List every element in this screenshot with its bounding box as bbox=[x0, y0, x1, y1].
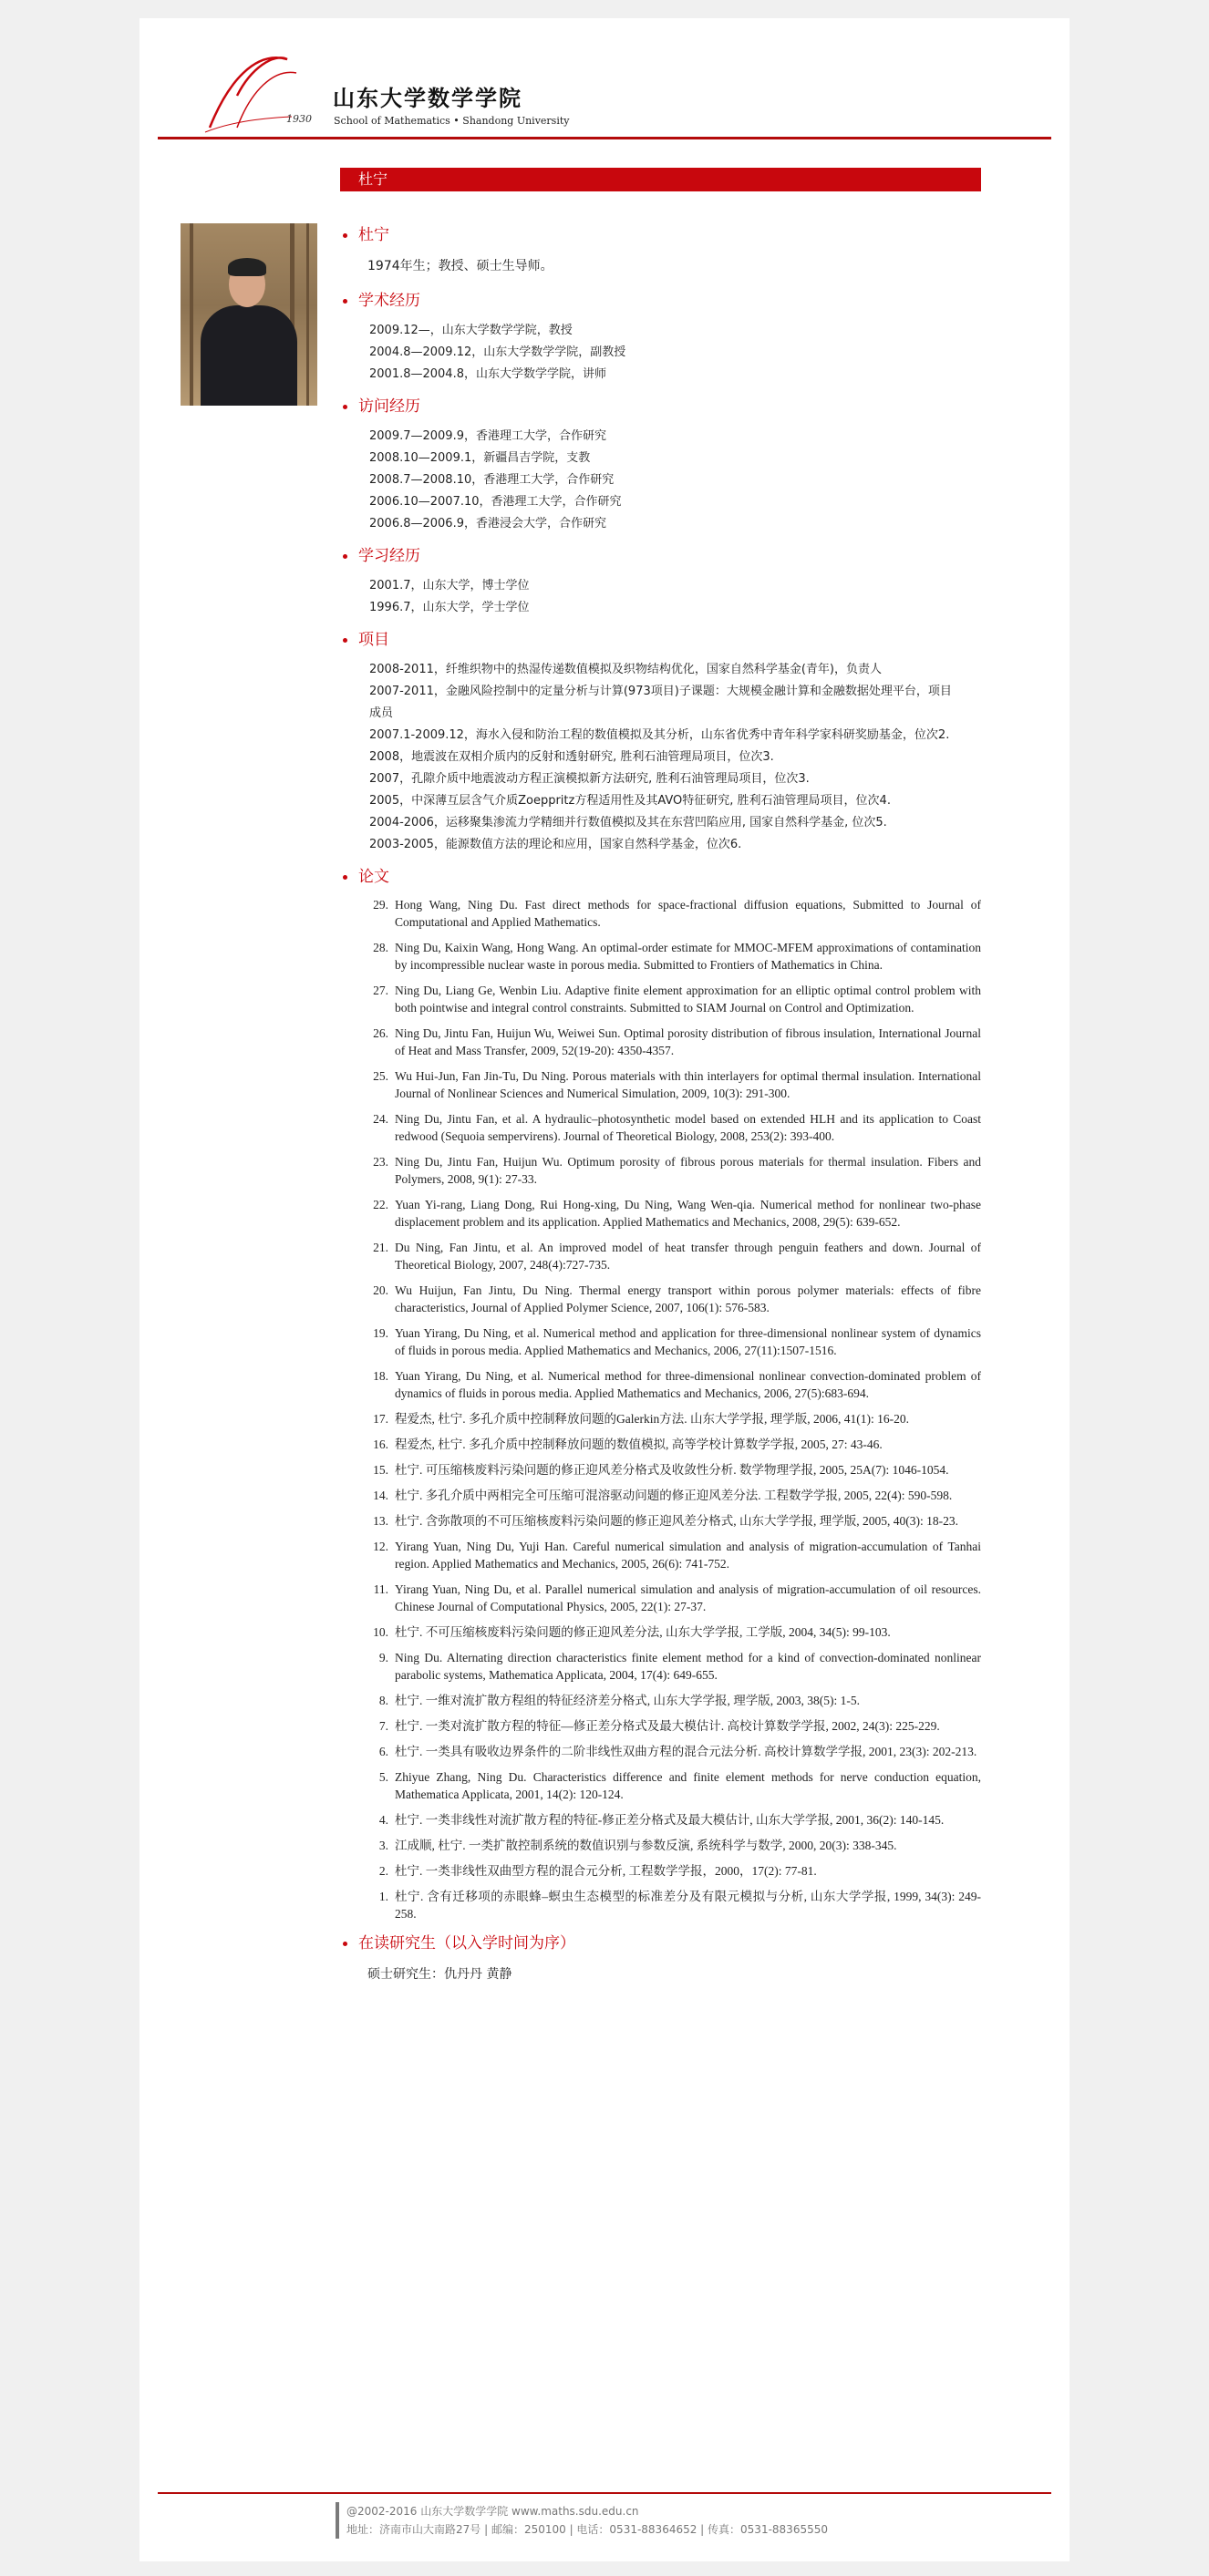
paper-citation: 程爱杰, 杜宁. 多孔介质中控制释放问题的数值模拟, 高等学校计算数学学报, 2005, 27: 43-46. bbox=[395, 1437, 883, 1451]
paper-item bbox=[340, 1768, 981, 1803]
site-logo[interactable] bbox=[201, 46, 711, 137]
paper-citation: 杜宁. 一类对流扩散方程的特征—修正差分格式及最大模估计. 高校计算数学学报, 2002, 24(3): 225-229. bbox=[395, 1719, 940, 1733]
paper-number: 12. bbox=[373, 1540, 388, 1553]
list-item: 2006.8—2006.9，香港浸会大学，合作研究 bbox=[369, 517, 606, 531]
section-projects bbox=[340, 628, 981, 856]
paper-citation: Du Ning, Fan Jintu, et al. An improved model of heat transfer through penguin feathers and down. Journal of Theoretical Biology, 2007, 248(4):727-735. bbox=[395, 1241, 981, 1272]
paper-item bbox=[340, 1367, 981, 1402]
page bbox=[140, 18, 1070, 2561]
paper-number: 15. bbox=[373, 1463, 388, 1477]
paper-citation: 杜宁. 多孔介质中两相完全可压缩可混溶驱动问题的修正迎风差分法. 工程数学学报, 2005, 22(4): 590-598. bbox=[395, 1489, 953, 1502]
paper-number: 11. bbox=[373, 1582, 388, 1596]
visits-list bbox=[340, 426, 981, 535]
paper-item bbox=[340, 1487, 981, 1504]
paper-number: 9. bbox=[378, 1651, 388, 1664]
list-item: 2008-2011，纤维织物中的热湿传递数值模拟及织物结构优化，国家自然科学基金(青年)，负责人 bbox=[369, 663, 883, 676]
paper-citation: 杜宁. 一类非线性双曲型方程的混合元分析, 工程数学学报，2000，17(2): 77-81. bbox=[395, 1864, 817, 1878]
paper-item bbox=[340, 939, 981, 974]
paper-citation: Ning Du. Alternating direction characteristics finite element method for a kind of convection-dominated nonlinear parabolic systems, Mathematica Applicata, 2004, 17(4): 649-655. bbox=[395, 1651, 981, 1682]
section-academic bbox=[340, 289, 981, 386]
paper-citation: 杜宁. 一类非线性对流扩散方程的特征-修正差分格式及最大模估计, 山东大学学报, 2001, 36(2): 140-145. bbox=[395, 1813, 945, 1827]
paper-item bbox=[340, 1436, 981, 1453]
section-heading-students: 在读研究生（以入学时间为序） bbox=[340, 1932, 981, 1955]
list-item: 2005，中深薄互层含气介质Zoeppritz方程适用性及其AVO特征研究, 胜利石油管理局项目，位次4. bbox=[369, 794, 891, 808]
paper-item bbox=[340, 1692, 981, 1709]
students-text: 硕士研究生：仇丹丹 黄静 bbox=[367, 1967, 512, 1982]
list-item: 1996.7，山东大学，学士学位 bbox=[369, 601, 530, 614]
list-item: 2008.7—2008.10，香港理工大学，合作研究 bbox=[369, 473, 615, 487]
paper-number: 6. bbox=[378, 1745, 388, 1758]
site-footer bbox=[336, 2502, 985, 2539]
paper-citation: 杜宁. 含有迁移项的赤眼蜂–螟虫生态模型的标准差分及有限元模拟与分析, 山东大学学报, 1999, 34(3): 249-258. bbox=[395, 1890, 981, 1921]
paper-number: 28. bbox=[373, 941, 388, 954]
section-education bbox=[340, 544, 981, 619]
section-heading-name: 杜宁 bbox=[340, 223, 981, 247]
paper-number: 14. bbox=[373, 1489, 388, 1502]
paper-citation: Ning Du, Jintu Fan, Huijun Wu. Optimum porosity of fibrous porous materials for thermal insulation. Fibers and Polymers, 2008, 9(1): 27-33. bbox=[395, 1155, 981, 1186]
list-item: 2009.12—，山东大学数学学院，教授 bbox=[369, 324, 573, 337]
intro-text: 1974年生；教授、硕士生导师。 bbox=[367, 259, 553, 273]
paper-number: 25. bbox=[373, 1069, 388, 1083]
paper-item bbox=[340, 1743, 981, 1760]
papers-list bbox=[340, 896, 981, 1922]
paper-number: 5. bbox=[378, 1770, 388, 1784]
paper-item bbox=[340, 1623, 981, 1641]
paper-citation: 江成顺, 杜宁. 一类扩散控制系统的数值识别与参数反演, 系统科学与数学, 2000, 20(3): 338-345. bbox=[395, 1839, 897, 1852]
paper-citation: Yirang Yuan, Ning Du, et al. Parallel numerical simulation and analysis of migration-accumulation of oil resources. Chinese Journal of Computational Physics, 2005, 22(1): 27-37. bbox=[395, 1582, 981, 1613]
paper-item bbox=[340, 1239, 981, 1273]
footer-copyright: @2002-2016 山东大学数学学院 www.maths.sdu.edu.cn bbox=[346, 2505, 639, 2518]
footer-address: 地址：济南市山大南路27号 | 邮编：250100 | 电话：0531-88364652 | 传真：0531-88365550 bbox=[346, 2523, 828, 2536]
paper-number: 19. bbox=[373, 1326, 388, 1340]
logo-subtitle: School of Mathematics • Shandong University bbox=[334, 115, 570, 127]
paper-item bbox=[340, 1888, 981, 1922]
paper-citation: 杜宁. 含弥散项的不可压缩核废料污染问题的修正迎风差分格式, 山东大学学报, 理学版, 2005, 40(3): 18-23. bbox=[395, 1514, 958, 1528]
paper-number: 1. bbox=[378, 1890, 388, 1903]
paper-number: 20. bbox=[373, 1283, 388, 1297]
paper-item bbox=[340, 1811, 981, 1829]
paper-number: 21. bbox=[373, 1241, 388, 1254]
list-item: 2007.1-2009.12，海水入侵和防治工程的数值模拟及其分析，山东省优秀中青年科学家科研奖励基金，位次2. bbox=[369, 728, 950, 742]
section-heading-visits: 访问经历 bbox=[340, 395, 981, 418]
list-item: 2001.8—2004.8，山东大学数学学院，讲师 bbox=[369, 367, 606, 381]
list-item: 2007，孔隙介质中地震波动方程正演模拟新方法研究, 胜利石油管理局项目，位次3. bbox=[369, 772, 810, 786]
paper-citation: 程爱杰, 杜宁. 多孔介质中控制释放问题的Galerkin方法. 山东大学学报, 理学版, 2006, 41(1): 16-20. bbox=[395, 1412, 909, 1426]
paper-item bbox=[340, 1282, 981, 1316]
paper-citation: Wu Huijun, Fan Jintu, Du Ning. Thermal energy transport within porous polymer materials: effects of fibre characteristics, Journal of Applied Polymer Science, 2007, 106(1): 576-583. bbox=[395, 1283, 981, 1314]
paper-citation: Wu Hui-Jun, Fan Jin-Tu, Du Ning. Porous materials with thin interlayers for optimal thermal insulation. International Journal of Nonlinear Sciences and Numerical Simulation, 2009, 10(3): 291-300. bbox=[395, 1069, 981, 1100]
paper-citation: Ning Du, Jintu Fan, Huijun Wu, Weiwei Sun. Optimal porosity distribution of fibrous insulation, International Journal of Heat and Mass Transfer, 2009, 52(19-20): 4350-4357. bbox=[395, 1026, 981, 1057]
paper-number: 29. bbox=[373, 898, 388, 912]
profile-content bbox=[340, 223, 981, 1988]
paper-citation: 杜宁. 可压缩核废料污染问题的修正迎风差分格式及收敛性分析. 数学物理学报, 2005, 25A(7): 1046-1054. bbox=[395, 1463, 949, 1477]
section-heading-academic: 学术经历 bbox=[340, 289, 981, 313]
paper-item bbox=[340, 1717, 981, 1735]
paper-item bbox=[340, 982, 981, 1016]
paper-number: 16. bbox=[373, 1437, 388, 1451]
portrait-photo bbox=[181, 223, 317, 406]
list-item: 2003-2005，能源数值方法的理论和应用，国家自然科学基金，位次6. bbox=[369, 838, 742, 851]
section-visits bbox=[340, 395, 981, 535]
section-heading-education: 学习经历 bbox=[340, 544, 981, 568]
footer-divider bbox=[158, 2492, 1051, 2494]
page-title: 杜宁 bbox=[340, 168, 981, 191]
site-header bbox=[140, 18, 1070, 141]
paper-item bbox=[340, 896, 981, 931]
paper-number: 23. bbox=[373, 1155, 388, 1169]
paper-citation: Hong Wang, Ning Du. Fast direct methods for space-fractional diffusion equations, Submitted to Journal of Computational and Applied Mathematics. bbox=[395, 898, 981, 929]
paper-number: 13. bbox=[373, 1514, 388, 1528]
list-item: 2006.10—2007.10，香港理工大学，合作研究 bbox=[369, 495, 622, 509]
paper-number: 17. bbox=[373, 1412, 388, 1426]
logo-title: 山东大学数学学院 bbox=[333, 85, 522, 111]
paper-number: 3. bbox=[378, 1839, 388, 1852]
section-heading-projects: 项目 bbox=[340, 628, 981, 652]
paper-item bbox=[340, 1410, 981, 1427]
education-list bbox=[340, 575, 981, 619]
paper-number: 24. bbox=[373, 1112, 388, 1126]
paper-item bbox=[340, 1538, 981, 1572]
list-item: 2004-2006，运移聚集渗流力学精细并行数值模拟及其在东营凹陷应用, 国家自然科学基金, 位次5. bbox=[369, 816, 887, 829]
paper-number: 8. bbox=[378, 1694, 388, 1707]
section-heading-papers: 论文 bbox=[340, 865, 981, 889]
list-item: 2004.8—2009.12，山东大学数学学院，副教授 bbox=[369, 345, 626, 359]
paper-citation: Ning Du, Liang Ge, Wenbin Liu. Adaptive finite element approximation for an elliptic optimal control problem with both pointwise and integral control constraints. Submitted to SIAM Journal on Control and Optimization. bbox=[395, 984, 981, 1015]
paper-citation: 杜宁. 一类具有吸收边界条件的二阶非线性双曲方程的混合元法分析. 高校计算数学学报, 2001, 23(3): 202-213. bbox=[395, 1745, 977, 1758]
paper-number: 2. bbox=[378, 1864, 388, 1878]
paper-item bbox=[340, 1837, 981, 1854]
paper-item bbox=[340, 1153, 981, 1188]
paper-item bbox=[340, 1110, 981, 1145]
paper-item bbox=[340, 1461, 981, 1479]
paper-item bbox=[340, 1649, 981, 1684]
paper-item bbox=[340, 1067, 981, 1102]
list-item: 2007-2011，金融风险控制中的定量分析与计算(973项目)子课题：大规模金融计算和金融数据处理平台，项目成员 bbox=[369, 685, 952, 720]
paper-citation: Yuan Yirang, Du Ning, et al. Numerical method and application for three-dimensional nonlinear system of dynamics of fluids in porous media. Applied Mathematics and Mechanics, 2006, 27(11):1507-1516. bbox=[395, 1326, 981, 1357]
paper-number: 10. bbox=[373, 1625, 388, 1639]
paper-number: 27. bbox=[373, 984, 388, 997]
list-item: 2001.7，山东大学，博士学位 bbox=[369, 579, 530, 592]
list-item: 2008，地震波在双相介质内的反射和透射研究, 胜利石油管理局项目，位次3. bbox=[369, 750, 774, 764]
projects-list bbox=[340, 659, 953, 856]
paper-citation: Ning Du, Jintu Fan, et al. A hydraulic–photosynthetic model based on extended HLH and its application to Coast redwood (Sequoia sempervirens). Journal of Theoretical Biology, 2008, 253(2): 393-400. bbox=[395, 1112, 981, 1143]
paper-item bbox=[340, 1862, 981, 1880]
header-divider bbox=[158, 137, 1051, 139]
section-students bbox=[340, 1932, 981, 1984]
logo-year: 1930 bbox=[286, 113, 312, 125]
list-item: 2009.7—2009.9，香港理工大学，合作研究 bbox=[369, 429, 606, 443]
paper-item bbox=[340, 1512, 981, 1530]
paper-item bbox=[340, 1324, 981, 1359]
paper-citation: Ning Du, Kaixin Wang, Hong Wang. An optimal-order estimate for MMOC-MFEM approximations of contamination by incompressible nuclear waste in porous media. Submitted to Frontiers of Mathematics in China. bbox=[395, 941, 981, 972]
paper-item bbox=[340, 1025, 981, 1059]
paper-number: 22. bbox=[373, 1198, 388, 1211]
paper-citation: Yirang Yuan, Ning Du, Yuji Han. Careful numerical simulation and analysis of migration-accumulation of Tanhai region. Applied Mathematics and Mechanics, 2005, 26(6): 741-752. bbox=[395, 1540, 981, 1571]
academic-list bbox=[340, 320, 981, 386]
section-name bbox=[340, 223, 981, 276]
paper-number: 4. bbox=[378, 1813, 388, 1827]
paper-citation: 杜宁. 一维对流扩散方程组的特征经济差分格式, 山东大学学报, 理学版, 2003, 38(5): 1-5. bbox=[395, 1694, 860, 1707]
paper-number: 26. bbox=[373, 1026, 388, 1040]
paper-citation: Yuan Yirang, Du Ning, et al. Numerical method for three-dimensional nonlinear convection-dominated problem of dynamics of fluids in porous media. Applied Mathematics and Mechanics, 2006, 27(5):683-694. bbox=[395, 1369, 981, 1400]
section-papers bbox=[340, 865, 981, 1922]
paper-item bbox=[340, 1581, 981, 1615]
paper-item bbox=[340, 1196, 981, 1231]
list-item: 2008.10—2009.1，新疆昌吉学院，支教 bbox=[369, 451, 591, 465]
paper-number: 7. bbox=[378, 1719, 388, 1733]
paper-citation: 杜宁. 不可压缩核废料污染问题的修正迎风差分法, 山东大学学报, 工学版, 2004, 34(5): 99-103. bbox=[395, 1625, 891, 1639]
paper-number: 18. bbox=[373, 1369, 388, 1383]
paper-citation: Yuan Yi-rang, Liang Dong, Rui Hong-xing, Du Ning, Wang Wen-qia. Numerical method for nonlinear two-phase displacement problem and its application. Applied Mathematics and Mechanics, 2008, 29(5): 639-652. bbox=[395, 1198, 981, 1229]
paper-citation: Zhiyue Zhang, Ning Du. Characteristics difference and finite element methods for nerve conduction equation, Mathematica Applicata, 2001, 14(2): 120-124. bbox=[395, 1770, 981, 1801]
